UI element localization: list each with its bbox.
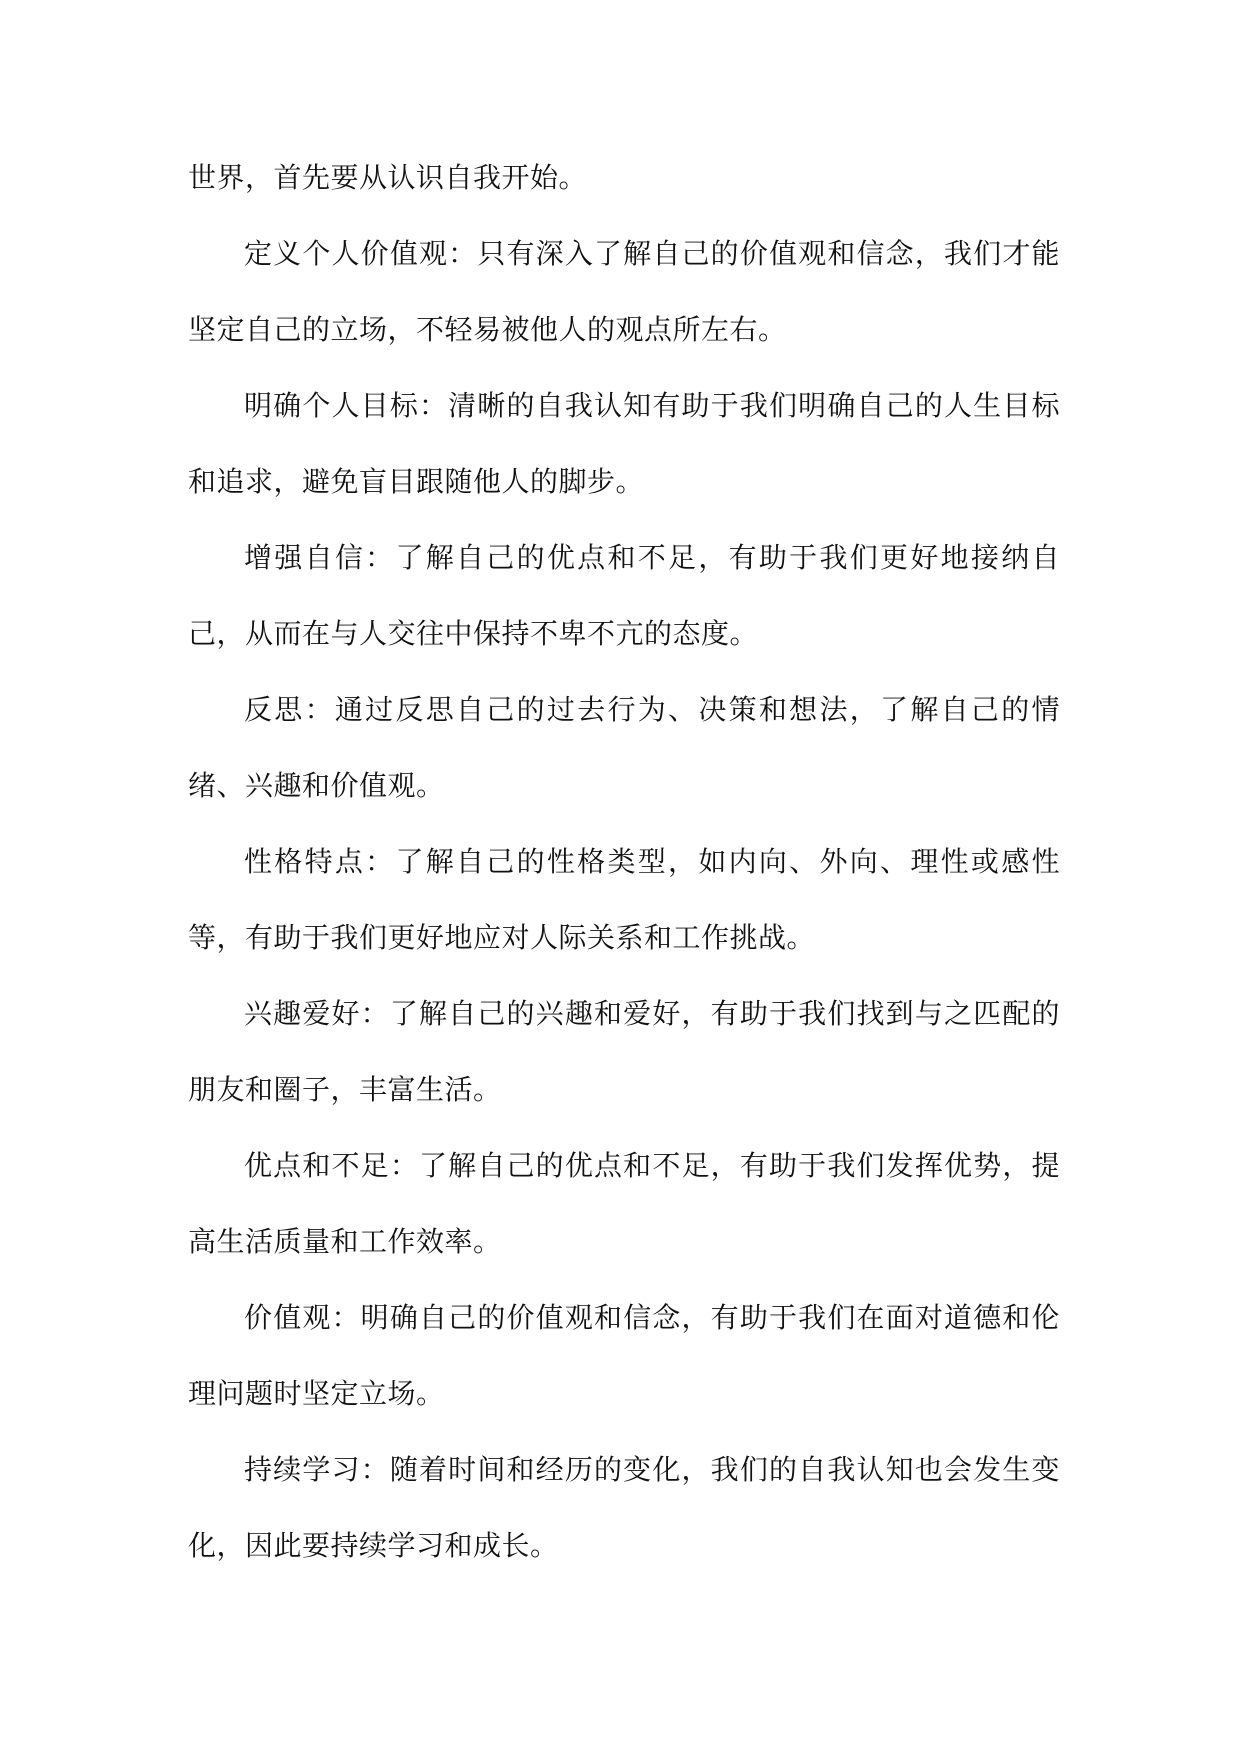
paragraph-strengths-weaknesses: 优点和不足：了解自己的优点和不足，有助于我们发挥优势，提高生活质量和工作效率。	[188, 1149, 1060, 1258]
paragraph-confidence: 增强自信：了解自己的优点和不足，有助于我们更好地接纳自己，从而在与人交往中保持不卑不亢的态度。	[188, 541, 1060, 650]
paragraph-personality: 性格特点：了解自己的性格类型，如内向、外向、理性或感性等，有助于我们更好地应对人际关系和工作挑战。	[188, 845, 1060, 954]
paragraph-continuous-learning: 持续学习：随着时间和经历的变化，我们的自我认知也会发生变化，因此要持续学习和成长。	[188, 1453, 1060, 1562]
paragraph-personal-values: 定义个人价值观：只有深入了解自己的价值观和信念，我们才能坚定自己的立场，不轻易被他人的观点所左右。	[188, 237, 1060, 346]
paragraph-interests: 兴趣爱好：了解自己的兴趣和爱好，有助于我们找到与之匹配的朋友和圈子，丰富生活。	[188, 997, 1060, 1106]
paragraph-personal-goals: 明确个人目标：清晰的自我认知有助于我们明确自己的人生目标和追求，避免盲目跟随他人的脚步。	[188, 389, 1060, 498]
paragraph-reflection: 反思：通过反思自己的过去行为、决策和想法，了解自己的情绪、兴趣和价值观。	[188, 693, 1060, 802]
paragraph-continuation: 世界，首先要从认识自我开始。	[188, 161, 588, 194]
paragraph-values: 价值观：明确自己的价值观和信念，有助于我们在面对道德和伦理问题时坚定立场。	[188, 1301, 1060, 1410]
document-body	[188, 140, 1060, 1584]
